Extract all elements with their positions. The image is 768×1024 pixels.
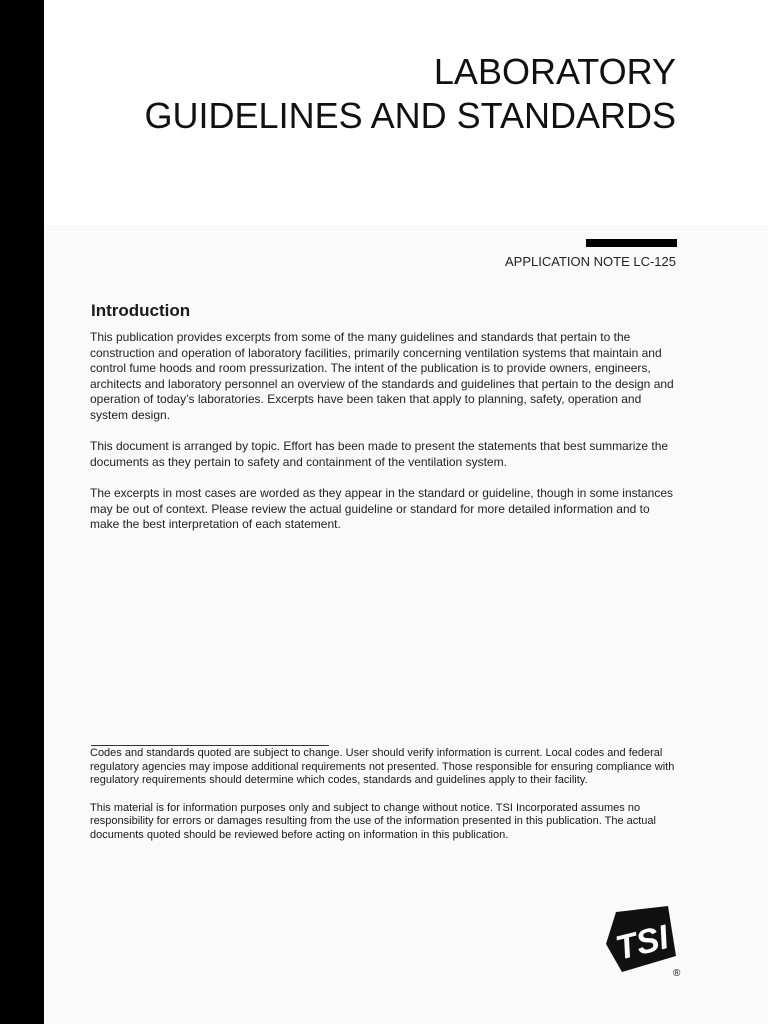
introduction-heading: Introduction [91,301,191,320]
footnotes [90,747,682,857]
intro-paragraph-3: The excerpts in most cases are worded as they appear in the standard or guideline, though in some instances may be out of context. Please review the actual guideline or standard for more detailed information and to make the best interpretation of each statement. [90,486,674,531]
application-note-rule [586,239,677,247]
left-black-bar [0,0,44,1024]
title-line-2: GUIDELINES AND STANDARDS [144,95,676,136]
footnote-separator [91,745,329,746]
tsi-logo-text: TSI [611,918,673,968]
tsi-logo [602,904,682,980]
registered-mark: ® [673,968,681,979]
footnote-2: This material is for information purposes only and subject to change without notice. TSI Incorporated assumes no responsibility for errors or damages resulting from the use of the information presented in this publication. The actual documents quoted should be reviewed before acting on information in this publication. [90,801,656,841]
tsi-logo-mark [602,904,682,980]
document-title [145,50,676,138]
introduction-body [90,330,680,549]
application-note-label: APPLICATION NOTE LC-125 [505,254,676,269]
title-line-1: LABORATORY [433,51,676,92]
intro-paragraph-1: This publication provides excerpts from some of the many guidelines and standards that pertain to the construction and operation of laboratory facilities, primarily concerning ventilation systems that maintain and control fume hoods and room pressurization. The intent of the publication is to provide owners, engineers, architects and laboratory personnel an overview of the standards and guidelines that pertain to the design and operation of today’s laboratories. Excerpts have been taken that apply to planning, safety, operation and system design. [90,330,674,422]
document-page [44,0,768,1024]
intro-paragraph-2: This document is arranged by topic. Effort has been made to present the statements that best summarize the documents as they pertain to safety and containment of the ventilation system. [90,439,669,469]
footnote-1: Codes and standards quoted are subject to change. User should verify information is current. Local codes and federal regulatory agencies may impose additional requirements not presented. Those responsible for ensuring compliance with regulatory requirements should determine which codes, standards and guidelines apply to their facility. [90,747,675,787]
